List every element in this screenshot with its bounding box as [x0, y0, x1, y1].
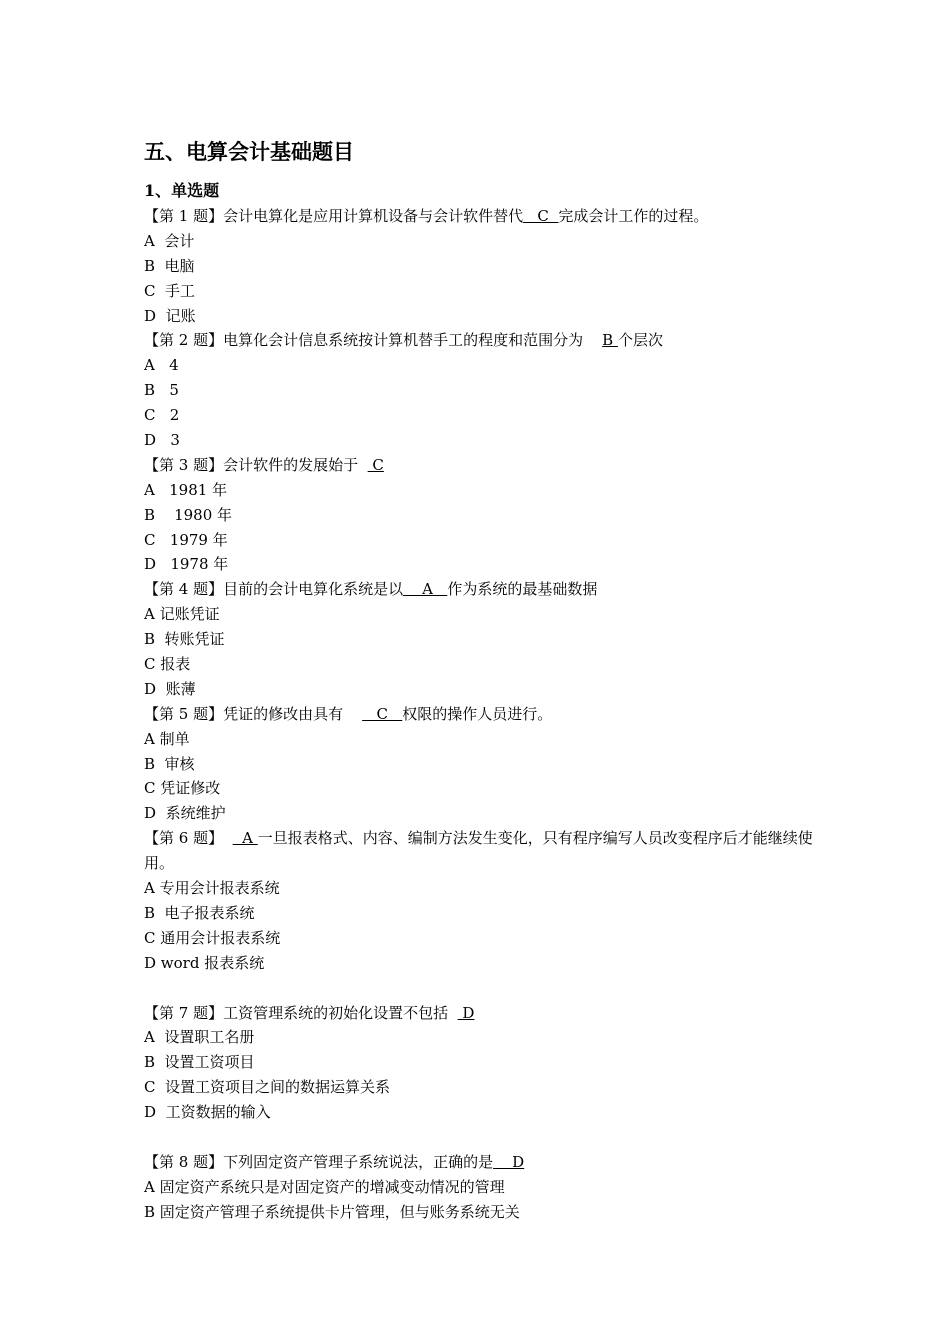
answer-option: B 设置工资项目	[144, 1053, 255, 1072]
question-text-suffix: 一旦报表格式、内容、编制方法发生变化，只有程序编写人员改变程序后才能继续使用。	[144, 829, 813, 873]
answer-blank: D	[493, 1152, 525, 1171]
section-title: 五、电算会计基础题目	[144, 139, 354, 164]
question-text: 【第 7 题】工资管理系统的初始化设置不包括	[144, 1003, 458, 1022]
answer-blank: D	[457, 1003, 475, 1022]
answer-option: A 专用会计报表系统	[144, 879, 280, 898]
answer-option: A 1981 年	[144, 480, 228, 499]
blank-line	[144, 1125, 824, 1150]
question-list	[144, 204, 824, 1225]
question-block	[144, 1001, 824, 1150]
question-text: 【第 2 题】电算化会计信息系统按计算机替手工的程度和范围分为	[144, 331, 603, 350]
answer-blank: C	[367, 455, 384, 474]
answer-option: D 3	[144, 431, 180, 450]
question-stem	[144, 1001, 824, 1026]
question-block	[144, 702, 824, 826]
question-text: 【第 3 题】会计软件的发展始于	[144, 455, 368, 474]
answer-option: B 固定资产管理子系统提供卡片管理，但与账务系统无关	[144, 1202, 520, 1221]
question-text-suffix: 个层次	[617, 331, 663, 350]
answer-blank: B	[602, 331, 618, 350]
question-stem	[144, 577, 824, 602]
answer-option: B 电脑	[144, 256, 195, 275]
question-stem	[144, 328, 824, 353]
answer-blank: A	[403, 580, 448, 599]
answer-option: B 5	[144, 381, 179, 400]
question-text: 【第 6 题】	[144, 829, 233, 848]
answer-option: B 1980 年	[144, 505, 233, 524]
answer-option: D word 报表系统	[144, 953, 265, 972]
answer-option: A 设置职工名册	[144, 1028, 255, 1047]
answer-blank: C	[362, 704, 403, 723]
answer-option: C 2	[144, 406, 180, 425]
question-block	[144, 453, 824, 577]
answer-option: D 系统维护	[144, 804, 226, 823]
blank-line	[144, 976, 824, 1001]
answer-option: C 通用会计报表系统	[144, 928, 281, 947]
answer-option: A 会计	[144, 231, 195, 250]
subsection-title: 1、单选题	[144, 181, 220, 200]
answer-option: B 审核	[144, 754, 195, 773]
answer-option: A 4	[144, 356, 179, 375]
question-block	[144, 204, 824, 328]
answer-option: A 记账凭证	[144, 605, 220, 624]
answer-option: A 固定资产系统只是对固定资产的增减变动情况的管理	[144, 1177, 505, 1196]
question-block	[144, 577, 824, 701]
answer-option: A 制单	[144, 729, 190, 748]
answer-option: C 1979 年	[144, 530, 228, 549]
answer-option: C 报表	[144, 655, 191, 674]
answer-option: B 电子报表系统	[144, 903, 255, 922]
answer-option: C 凭证修改	[144, 779, 221, 798]
answer-option: B 转账凭证	[144, 630, 225, 649]
answer-option: D 记账	[144, 306, 196, 325]
answer-option: D 工资数据的输入	[144, 1103, 271, 1122]
question-block	[144, 826, 824, 1000]
question-stem	[144, 453, 824, 478]
question-stem	[144, 1150, 824, 1175]
answer-blank: A	[232, 829, 258, 848]
question-text: 【第 5 题】凭证的修改由具有	[144, 704, 363, 723]
question-text: 【第 4 题】目前的会计电算化系统是以	[144, 580, 404, 599]
answer-option: D 1978 年	[144, 555, 229, 574]
question-block	[144, 1150, 824, 1225]
question-text-suffix: 权限的操作人员进行。	[402, 704, 553, 723]
answer-blank: C	[523, 207, 559, 225]
question-text-suffix: 完成会计工作的过程。	[558, 207, 709, 225]
question-text-suffix: 作为系统的最基础数据	[447, 580, 598, 599]
answer-option: C 设置工资项目之间的数据运算关系	[144, 1078, 391, 1097]
question-block	[144, 328, 824, 452]
question-stem	[144, 204, 824, 229]
answer-option: C 手工	[144, 281, 196, 300]
question-text: 【第 8 题】下列固定资产管理子系统说法，正确的是	[144, 1152, 494, 1171]
question-stem	[144, 702, 824, 727]
answer-option: D 账薄	[144, 679, 196, 698]
question-text: 【第 1 题】会计电算化是应用计算机设备与会计软件替代	[144, 207, 524, 225]
question-stem	[144, 826, 824, 876]
document-content	[144, 136, 824, 1225]
